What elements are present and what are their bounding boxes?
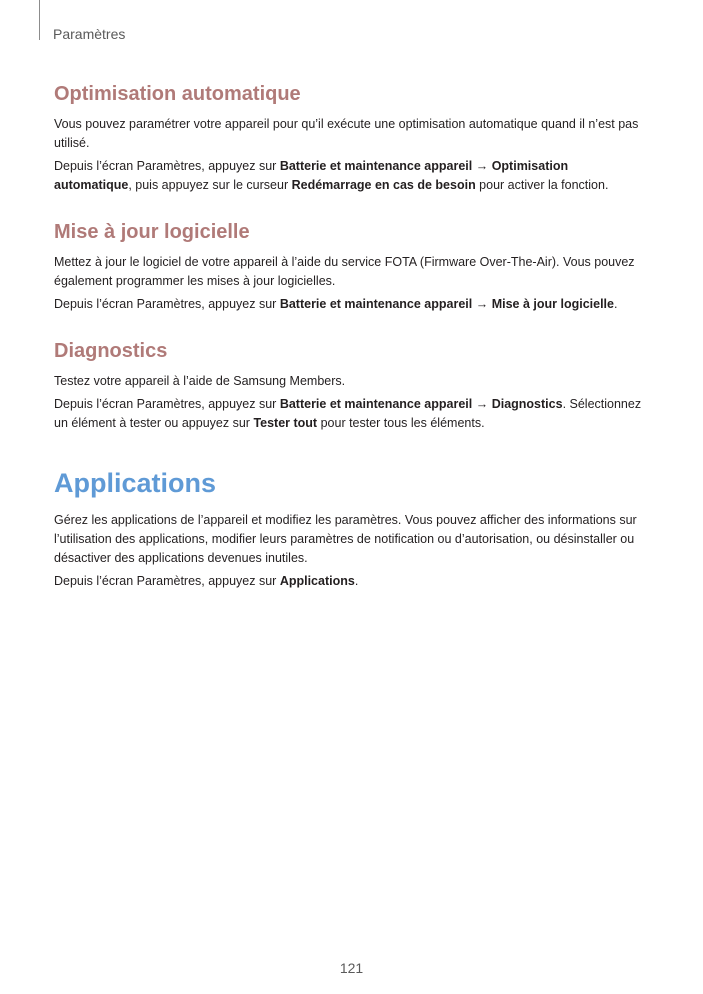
section-heading: Optimisation automatique <box>54 83 301 105</box>
option-tester-tout: Tester tout <box>253 416 318 430</box>
instruction-paragraph <box>54 395 649 433</box>
arrow-separator: → <box>472 297 492 311</box>
instruction-paragraph <box>54 572 649 591</box>
instruction-paragraph <box>54 157 649 195</box>
menu-path-applications: Applications <box>279 574 355 588</box>
page-number: 121 <box>339 960 364 976</box>
section-diagnostics <box>54 338 649 433</box>
arrow-separator: → <box>472 159 492 173</box>
text-run: Depuis l’écran Paramètres, appuyez sur <box>54 159 280 173</box>
running-header: Paramètres <box>53 26 126 42</box>
text-run: pour tester tous les éléments. <box>317 416 485 430</box>
menu-path-optimisation: Optimisation automatique <box>54 159 569 192</box>
menu-path-diagnostics: Diagnostics <box>491 397 563 411</box>
section-applications <box>54 465 649 591</box>
paragraph: Mettez à jour le logiciel de votre appareil à l’aide du service FOTA (Firmware Over-The-Air). Vous pouvez également programmer les mises à jour logicielles. <box>54 255 635 288</box>
page-content <box>54 81 649 615</box>
instruction-paragraph <box>54 295 649 314</box>
text-run: Depuis l’écran Paramètres, appuyez sur <box>54 297 280 311</box>
option-redemarrage: Redémarrage en cas de besoin <box>291 178 476 192</box>
section-heading: Diagnostics <box>54 340 168 362</box>
text-run: . <box>613 297 618 311</box>
menu-path-battery: Batterie et maintenance appareil <box>279 297 473 311</box>
section-heading: Mise à jour logicielle <box>54 221 250 243</box>
text-run: . Sélectionnez un élément à tester ou appuyez sur <box>54 397 642 430</box>
chapter-heading: Applications <box>54 468 217 498</box>
text-run: , puis appuyez sur le curseur <box>128 178 292 192</box>
menu-path-software-update: Mise à jour logicielle <box>491 297 614 311</box>
menu-path-battery: Batterie et maintenance appareil <box>279 397 473 411</box>
paragraph: Testez votre appareil à l’aide de Samsung Members. <box>54 374 346 388</box>
text-run: pour activer la fonction. <box>475 178 609 192</box>
paragraph: Vous pouvez paramétrer votre appareil pour qu’il exécute une optimisation automatique quand il n’est pas utilisé. <box>54 117 639 150</box>
menu-path-battery: Batterie et maintenance appareil <box>279 159 473 173</box>
text-run: . <box>354 574 359 588</box>
arrow-separator: → <box>472 397 492 411</box>
paragraph: Gérez les applications de l’appareil et modifiez les paramètres. Vous pouvez afficher des informations sur l’utilisation des applications, modifier leurs paramètres de notification ou d’autorisation, ou désinstaller ou désactiver des applications devenues inutiles. <box>54 513 637 565</box>
text-run: Depuis l’écran Paramètres, appuyez sur <box>54 574 280 588</box>
margin-rule <box>39 0 40 40</box>
section-mise-a-jour-logicielle <box>54 219 649 314</box>
text-run: Depuis l’écran Paramètres, appuyez sur <box>54 397 280 411</box>
section-optimisation-automatique <box>54 81 649 195</box>
